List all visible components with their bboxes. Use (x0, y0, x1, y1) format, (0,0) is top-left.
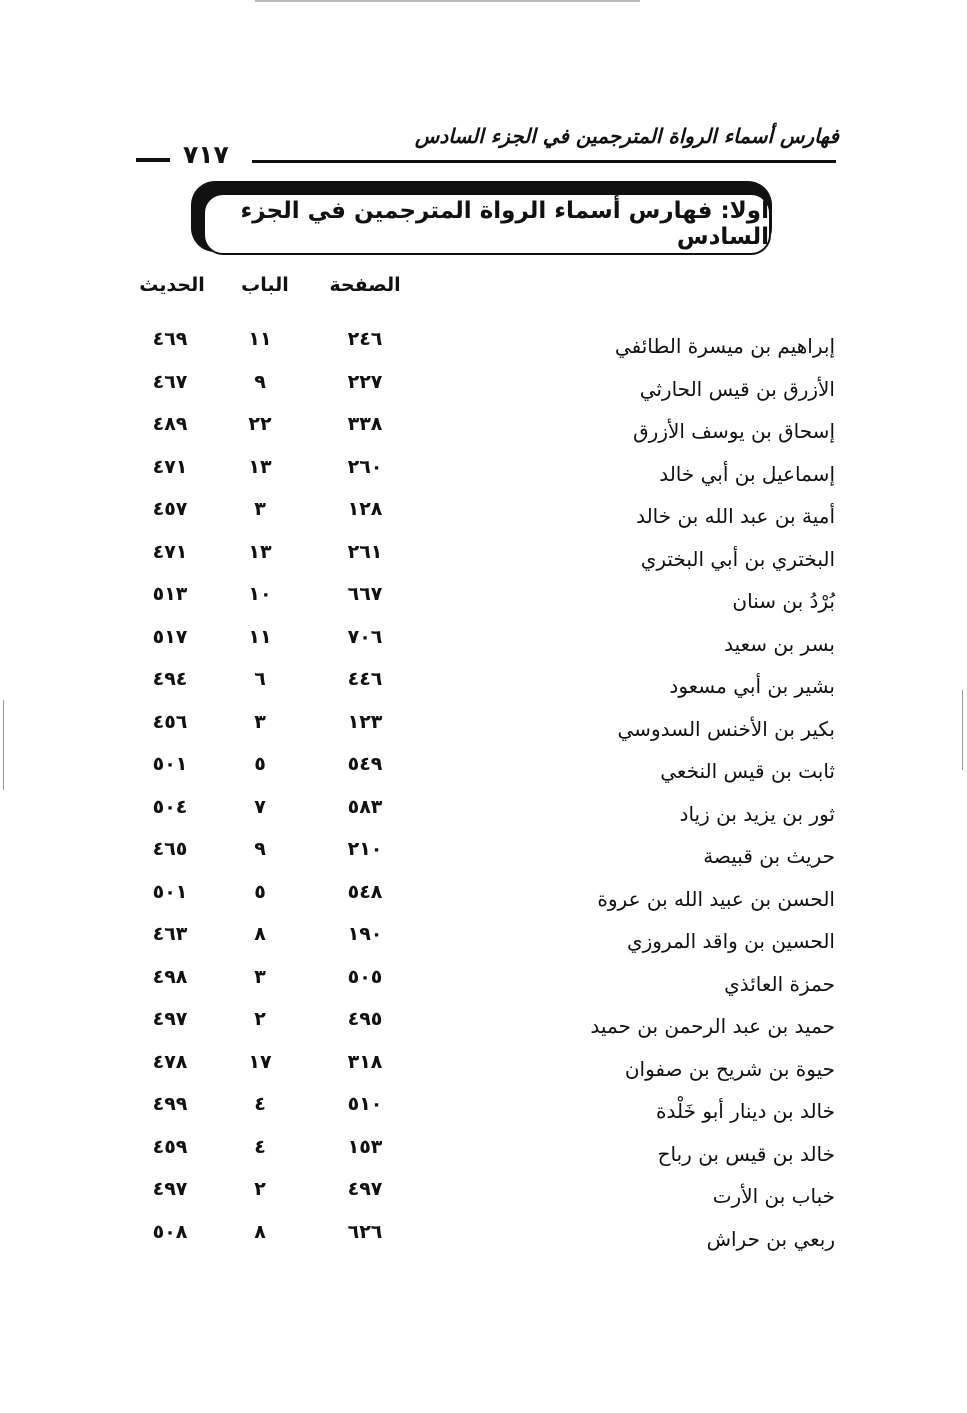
running-header-title: فهارس أسماء الرواة المترجمين في الجزء السادس (414, 124, 839, 148)
narrator-name: حميد بن عبد الرحمن بن حميد (590, 1014, 835, 1038)
chapter-number-cell: ٤ (254, 1135, 266, 1158)
page-number-cell: ٢٦٠ (347, 455, 383, 478)
narrator-name: إسحاق بن يوسف الأزرق (633, 419, 835, 443)
hadith-number-cell: ٤٦٥ (152, 838, 188, 860)
chapter-number-cell: ٣ (254, 710, 266, 733)
index-row (0, 743, 967, 786)
page-number-cell: ١٢٣ (347, 710, 383, 733)
page-number-cell: ٢٤٦ (347, 328, 383, 350)
chapter-number-cell: ١٣ (248, 455, 272, 478)
chapter-number-cell: ٥ (254, 753, 266, 775)
chapter-number-cell: ١٠ (248, 583, 272, 605)
hadith-number-cell: ٤٩٧ (152, 1008, 188, 1030)
hadith-number-cell: ٤٩٨ (152, 965, 188, 988)
index-row (0, 828, 967, 871)
chapter-number-cell: ٥ (254, 880, 266, 903)
index-row (0, 1211, 967, 1254)
page-number-cell: ٦٢٦ (347, 1220, 383, 1243)
chapter-number-cell: ٣ (254, 965, 266, 988)
narrator-name: الحسن بن عبيد الله بن عروة (597, 886, 835, 911)
page-number-cell: ٦٦٧ (347, 583, 383, 605)
index-row (0, 616, 967, 659)
hadith-number-cell: ٤٧٨ (152, 1050, 188, 1073)
index-row (0, 1126, 967, 1169)
chapter-number-cell: ٩ (254, 838, 266, 860)
index-row (0, 1168, 967, 1211)
chapter-number-cell: ١١ (248, 328, 272, 350)
index-row (0, 913, 967, 956)
index-row (0, 1041, 967, 1084)
page-number-cell: ٥١٠ (347, 1093, 383, 1115)
page-number-dash (136, 158, 170, 162)
hadith-number-cell: ٤٦٩ (152, 328, 188, 350)
narrator-name: إسماعيل بن أبي خالد (659, 461, 835, 486)
narrator-name: البختري بن أبي البختري (640, 546, 835, 571)
narrator-name: ثور بن يزيد بن زياد (679, 801, 835, 826)
narrator-name: بُرْدُ بن سنان (732, 589, 835, 613)
page-number-cell: ٥٤٨ (347, 880, 383, 903)
index-row (0, 318, 967, 361)
narrator-name: حمزة العائذي (724, 971, 835, 996)
chapter-number-cell: ٢ (254, 1008, 266, 1030)
section-title-frame (203, 193, 771, 255)
chapter-number-cell: ٣ (254, 498, 266, 520)
narrator-name: الحسين بن واقد المروزي (626, 929, 835, 953)
narrator-name: ثابت بن قيس النخعي (660, 759, 835, 783)
column-header-page: الصفحة (329, 274, 401, 296)
column-header-chapter: الباب (241, 274, 289, 296)
index-row (0, 956, 967, 999)
column-header-hadith: الحديث (139, 274, 205, 296)
page-number-cell: ١٩٠ (347, 923, 383, 945)
index-row (0, 531, 967, 574)
narrator-name: بشير بن أبي مسعود (669, 674, 835, 698)
narrator-name: خالد بن قيس بن رباح (657, 1141, 835, 1166)
narrator-name: بسر بن سعيد (724, 631, 835, 656)
page-number-cell: ٥٤٩ (347, 753, 383, 775)
chapter-number-cell: ٩ (254, 370, 266, 393)
index-row (0, 446, 967, 489)
hadith-number-cell: ٥٠٨ (152, 1220, 188, 1243)
page-number-cell: ٤٤٦ (347, 668, 383, 690)
chapter-number-cell: ٦ (254, 668, 266, 690)
index-row (0, 786, 967, 829)
chapter-number-cell: ٢ (254, 1178, 266, 1200)
index-row (0, 1083, 967, 1126)
hadith-number-cell: ٤٦٣ (152, 923, 188, 945)
narrator-name: الأزرق بن قيس الحارثي (639, 376, 835, 401)
hadith-number-cell: ٤٩٧ (152, 1178, 188, 1200)
hadith-number-cell: ٤٩٩ (152, 1093, 188, 1115)
hadith-number-cell: ٤٦٧ (152, 370, 188, 393)
page-number: ٧١٧ (183, 140, 229, 169)
page-number-cell: ٤٩٥ (347, 1008, 383, 1030)
page-number-cell: ٥٨٣ (347, 795, 383, 818)
chapter-number-cell: ٨ (254, 1220, 266, 1243)
narrators-index-list (0, 318, 967, 1253)
narrator-name: خباب بن الأرت (712, 1184, 835, 1208)
hadith-number-cell: ٥٠٤ (152, 795, 188, 818)
hadith-number-cell: ٤٧١ (152, 455, 188, 478)
hadith-number-cell: ٤٧١ (152, 540, 188, 563)
chapter-number-cell: ٧ (254, 795, 266, 818)
hadith-number-cell: ٤٨٩ (152, 413, 188, 435)
index-row (0, 658, 967, 701)
chapter-number-cell: ١٣ (248, 540, 272, 563)
hadith-number-cell: ٤٥٦ (152, 710, 188, 733)
hadith-number-cell: ٥٠١ (152, 753, 188, 775)
index-row (0, 403, 967, 446)
page-number-cell: ٣٣٨ (347, 413, 383, 435)
page-number-cell: ٥٠٥ (347, 965, 383, 988)
chapter-number-cell: ١٧ (248, 1050, 272, 1073)
narrator-name: حريث بن قبيصة (703, 844, 835, 868)
index-row (0, 488, 967, 531)
page-number-cell: ٧٠٦ (347, 625, 383, 648)
index-row (0, 701, 967, 744)
index-row (0, 361, 967, 404)
chapter-number-cell: ٢٢ (248, 413, 272, 435)
chapter-number-cell: ٤ (254, 1093, 266, 1115)
hadith-number-cell: ٥١٣ (152, 583, 188, 605)
page-number-cell: ١٥٣ (347, 1135, 383, 1158)
index-row (0, 573, 967, 616)
index-row (0, 998, 967, 1041)
scan-top-rule (255, 0, 640, 2)
hadith-number-cell: ٥١٧ (152, 625, 188, 648)
page-number-cell: ٣١٨ (347, 1050, 383, 1073)
header-rule (252, 160, 836, 163)
narrator-name: حيوة بن شريح بن صفوان (624, 1056, 835, 1081)
chapter-number-cell: ١١ (248, 625, 272, 648)
section-title: أولا: فهارس أسماء الرواة المترجمين في الجزء السادس (240, 198, 769, 250)
hadith-number-cell: ٥٠١ (152, 880, 188, 903)
narrator-name: خالد بن دينار أبو خَلْدة (656, 1099, 835, 1123)
hadith-number-cell: ٤٥٩ (152, 1135, 188, 1158)
narrator-name: أمية بن عبد الله بن خالد (636, 504, 835, 528)
hadith-number-cell: ٤٩٤ (152, 668, 188, 690)
page-number-cell: ١٢٨ (347, 498, 383, 520)
page-number-cell: ٢٢٧ (347, 370, 383, 393)
narrator-name: إبراهيم بن ميسرة الطائفي (614, 334, 835, 358)
page-number-cell: ٤٩٧ (347, 1178, 383, 1200)
chapter-number-cell: ٨ (254, 923, 266, 945)
index-row (0, 871, 967, 914)
hadith-number-cell: ٤٥٧ (152, 498, 188, 520)
narrator-name: ربعي بن حراش (706, 1226, 835, 1251)
page-number-cell: ٢٦١ (347, 540, 383, 563)
narrator-name: بكير بن الأخنس السدوسي (617, 716, 835, 741)
page-number-cell: ٢١٠ (347, 838, 383, 860)
